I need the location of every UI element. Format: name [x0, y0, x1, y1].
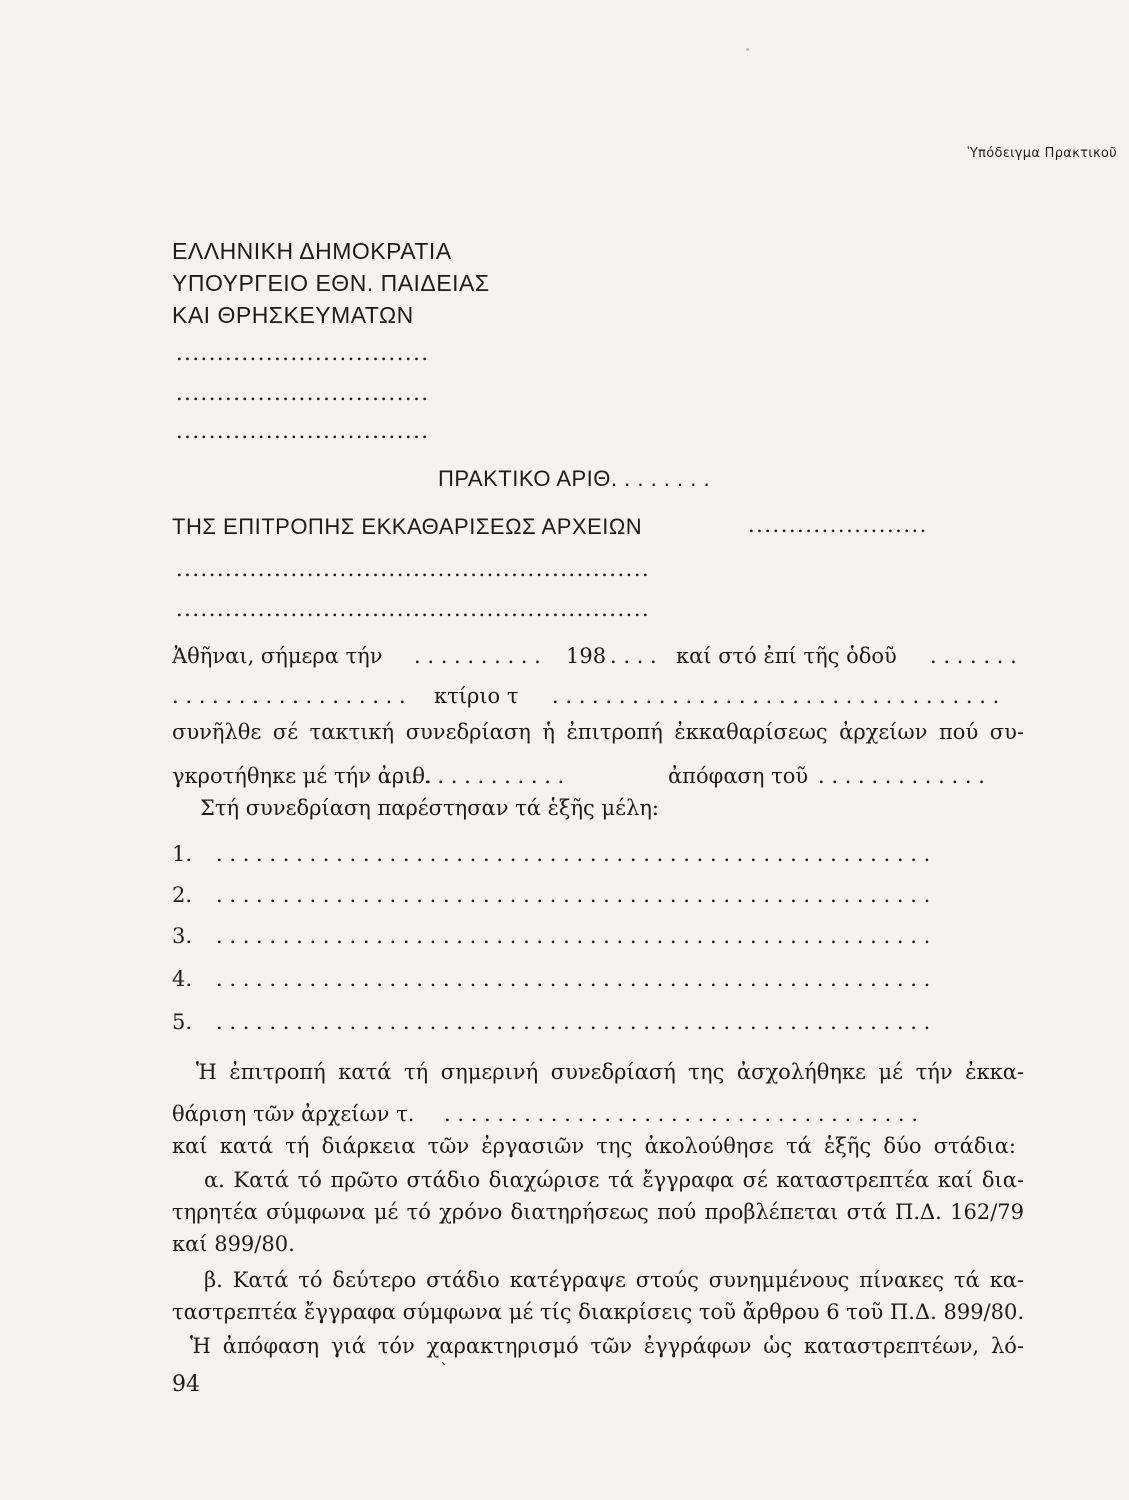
member-blank: . . . . . . . . . . . . . . . . . . . . . . . . . . . . . . . . . . . . . . . . . . . . . . . . . . . . . . [216, 1010, 931, 1034]
proceedings-line-2-blank: . . . . . . . . . . . . . . . . . . . . . . . . . . . . . . . . . . . . [444, 1102, 918, 1126]
running-header: Ὑπόδειγμα Πρακτικοῦ [967, 146, 1117, 161]
printer-mark: ˋ [440, 1360, 448, 1379]
org-line-1: ΕΛΛΗΝΙΚΗ ΔΗΜΟΚΡΑΤΙΑ [172, 238, 452, 264]
stage-b-line-1: β. Κατά τό δεύτερο στάδιο κατέγραψε στούς συνημμένους πίνακες τά κα- [204, 1268, 1024, 1292]
body-line-1-blank: . . . . . . . . . . [414, 644, 541, 668]
org-blank-1: ............................... [176, 341, 430, 365]
proceedings-line-3: καί κατά τή διάρκεια τῶν ἐργασιῶν της ἀκολούθησε τά ἑξῆς δύο στάδια: [172, 1134, 1016, 1158]
body-line-1-blank-3: . . . . . . . [930, 644, 1017, 668]
blank-line-2: .......................................................... [176, 597, 651, 621]
member-blank: . . . . . . . . . . . . . . . . . . . . . . . . . . . . . . . . . . . . . . . . . . . . . . . . . . . . . . [216, 883, 931, 907]
org-line-2: ΥΠΟΥΡΓΕΙΟ ΕΘΝ. ΠΑΙΔΕΙΑΣ [172, 270, 490, 296]
org-line-3: ΚΑΙ ΘΡΗΣΚΕΥΜΑΤΩΝ [172, 302, 414, 328]
decision-line-1: Ἡ ἀπόφαση γιά τόν χαρακτηρισμό τῶν ἐγγράφων ὡς καταστρεπτέων, λό- [190, 1334, 1024, 1358]
member-blank: . . . . . . . . . . . . . . . . . . . . . . . . . . . . . . . . . . . . . . . . . . . . . . . . . . . . . . [216, 842, 931, 866]
blank-line-1: .......................................................... [176, 557, 651, 581]
body-line-1-street: καί στό ἐπί τῆς ὁδοῦ [676, 644, 897, 668]
proceedings-line-1: Ἡ ἐπιτροπή κατά τή σημερινή συνεδρίασή της ἀσχολήθηκε μέ τήν ἐκκα- [196, 1060, 1024, 1084]
body-line-1-year: 198 [566, 644, 607, 668]
body-line-4-blank: . . . . . . . . . . . . . . [384, 764, 565, 788]
proceedings-line-2-text: θάριση τῶν ἀρχείων τ. [172, 1102, 415, 1126]
member-number: 4. [172, 967, 193, 991]
member-number: 5. [172, 1010, 193, 1034]
body-line-4-blank-2: . . . . . . . . . . . . . [818, 764, 985, 788]
member-number: 2. [172, 883, 193, 907]
stage-a-line-1: α. Κατά τό πρῶτο στάδιο διαχώρισε τά ἔγγραφα σέ καταστρεπτέα καί δια- [204, 1168, 1024, 1192]
stage-a-line-2: τηρητέα σύμφωνα μέ τό χρόνο διατηρήσεως πού προβλέπεται στά Π.Δ. 162/79 [172, 1200, 1024, 1224]
members-intro: Στή συνεδρίαση παρέστησαν τά ἑξῆς μέλη: [200, 796, 659, 820]
body-line-4-decision: ἀπόφαση τοῦ [668, 764, 809, 788]
member-number: 1. [172, 842, 193, 866]
org-blank-3: ............................... [176, 419, 430, 443]
paper-speck [746, 48, 749, 51]
body-line-2-blank: . . . . . . . . . . . . . . . . . . [172, 684, 406, 708]
member-number: 3. [172, 924, 193, 948]
committee-title: ΤΗΣ ΕΠΙΤΡΟΠΗΣ ΕΚΚΑΘΑΡΙΣΕΩΣ ΑΡΧΕΙΩΝ [172, 514, 643, 539]
body-line-2-blank-2: . . . . . . . . . . . . . . . . . . . . . . . . . . . . . . . . . . [552, 684, 1000, 708]
body-line-2-building: κτίριο τ [434, 684, 519, 708]
stage-b-line-2: ταστρεπτέα ἔγγραφα σύμφωνα μέ τίς διακρίσεις τοῦ ἄρθρου 6 τοῦ Π.Δ. 899/80. [172, 1300, 1025, 1324]
body-line-3: συνῆλθε σέ τακτική συνεδρίαση ἡ ἐπιτροπή ἐκκαθαρίσεως ἀρχείων πού συ- [172, 720, 1024, 744]
stage-a-line-3: καί 899/80. [172, 1232, 295, 1256]
body-line-1-blank-2: . . . . [610, 644, 657, 668]
committee-dots: ...................... [748, 513, 928, 537]
member-blank: . . . . . . . . . . . . . . . . . . . . . . . . . . . . . . . . . . . . . . . . . . . . . . . . . . . . . . [216, 924, 931, 948]
page-number: 94 [172, 1372, 200, 1397]
minutes-title: ΠΡΑΚΤΙΚΟ ΑΡΙΘ. . . . . . . . [438, 466, 711, 491]
body-line-1-text: Ἀθῆναι, σήμερα τήν [172, 644, 383, 668]
org-blank-2: ............................... [176, 381, 430, 405]
member-blank: . . . . . . . . . . . . . . . . . . . . . . . . . . . . . . . . . . . . . . . . . . . . . . . . . . . . . . [216, 967, 931, 991]
body-line-4-text: γκροτήθηκε μέ τήν ἀριθ. [172, 764, 432, 788]
